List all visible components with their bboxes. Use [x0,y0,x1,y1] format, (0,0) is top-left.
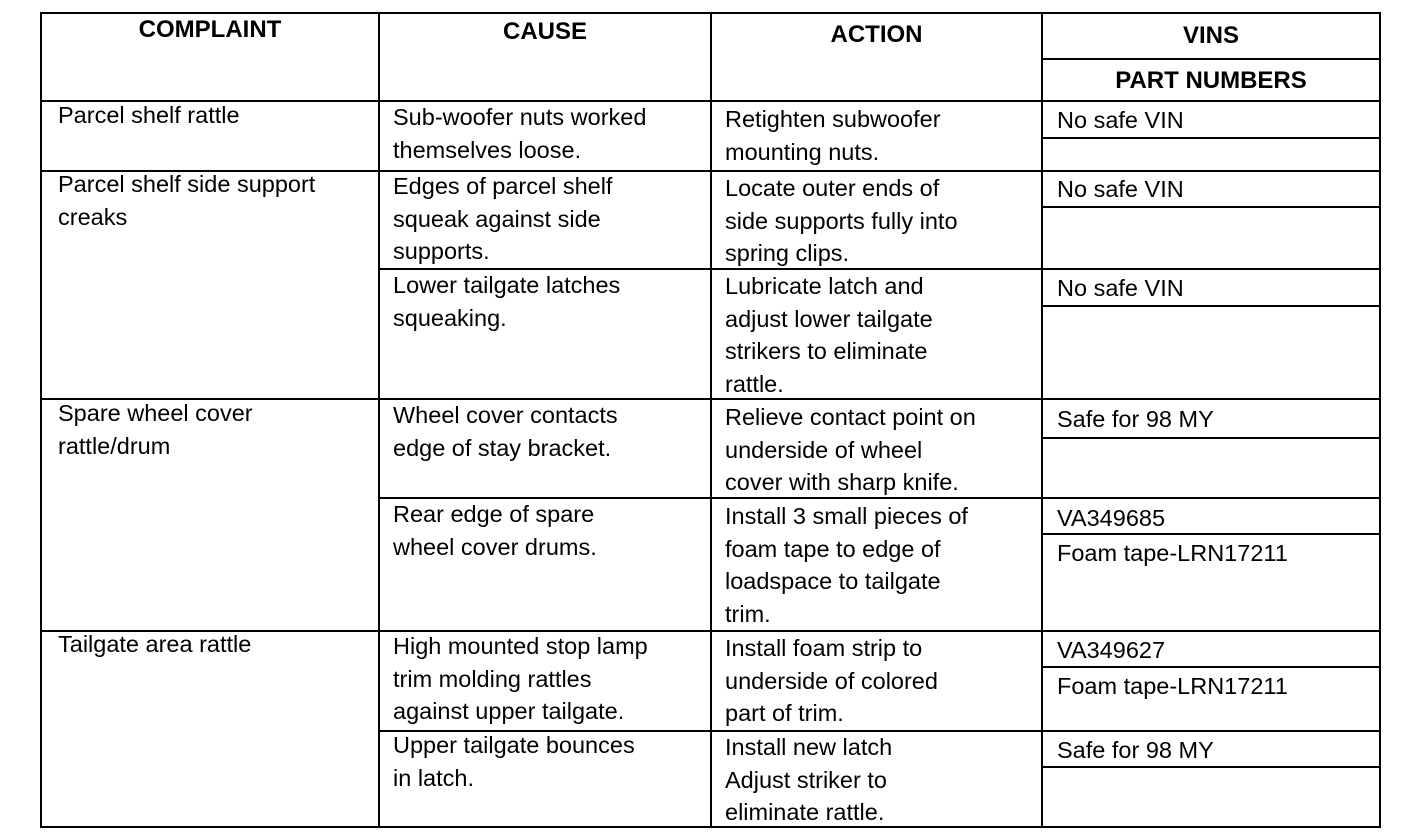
action-cell: Install new latch Adjust striker to eliminate rattle. [725,734,893,825]
cause-cell: Rear edge of spare wheel cover drums. [393,501,597,560]
column-divider [378,12,380,828]
cause-cell: Lower tailgate latches squeaking. [393,272,621,331]
table-right-border [1379,12,1381,828]
action-cell: Install 3 small pieces of foam tape to edge of loadspace to tailgate trim. [725,503,968,627]
cause-cell: Sub-woofer nuts worked themselves loose. [393,104,647,163]
cause-cell: High mounted stop lamp trim molding rattles against upper tailgate. [393,633,648,724]
complaint-cell: Parcel shelf rattle [58,102,240,128]
action-cell: Lubricate latch and adjust lower tailgate strikers to eliminate rattle. [725,273,933,397]
vin-cell: VA349685 [1057,505,1166,531]
vin-cell: Safe for 98 MY [1057,406,1214,432]
header-action: ACTION [830,21,923,48]
part-number-cell: Foam tape-LRN17211 [1057,673,1288,699]
part-number-cell: Foam tape-LRN17211 [1057,540,1288,566]
table-left-border [40,12,42,828]
vin-cell: No safe VIN [1057,176,1184,202]
complaint-cell: Tailgate area rattle [58,631,252,657]
header-complaint: COMPLAINT [138,16,282,43]
vin-cell: No safe VIN [1057,275,1184,301]
complaint-cell: Parcel shelf side support creaks [58,171,316,230]
header-vins: VINS [1182,22,1239,49]
cause-cell: Upper tailgate bounces in latch. [393,732,635,791]
complaint-cell: Spare wheel cover rattle/drum [58,400,253,459]
cause-cell: Edges of parcel shelf squeak against side supports. [393,173,613,264]
action-cell: Retighten subwoofer mounting nuts. [725,106,941,165]
cause-cell: Wheel cover contacts edge of stay bracket. [393,402,618,461]
vin-cell: Safe for 98 MY [1057,737,1214,763]
vin-part-divider [1043,437,1381,439]
action-cell: Locate outer ends of side supports fully into spring clips. [725,175,958,266]
action-cell: Install foam strip to underside of colored part of trim. [725,635,938,726]
vin-part-divider [1043,206,1381,208]
header-cause: CAUSE [502,18,587,45]
header-vins-divider [1043,58,1381,60]
column-divider [710,12,712,828]
vin-cell: VA349627 [1057,637,1166,663]
action-cell: Relieve contact point on underside of wheel cover with sharp knife. [725,404,976,495]
header-part-numbers: PART NUMBERS [1115,67,1307,94]
column-divider [1041,12,1043,828]
vin-part-divider [1043,305,1381,307]
vin-cell: No safe VIN [1057,107,1184,133]
vin-part-divider [1043,137,1381,139]
